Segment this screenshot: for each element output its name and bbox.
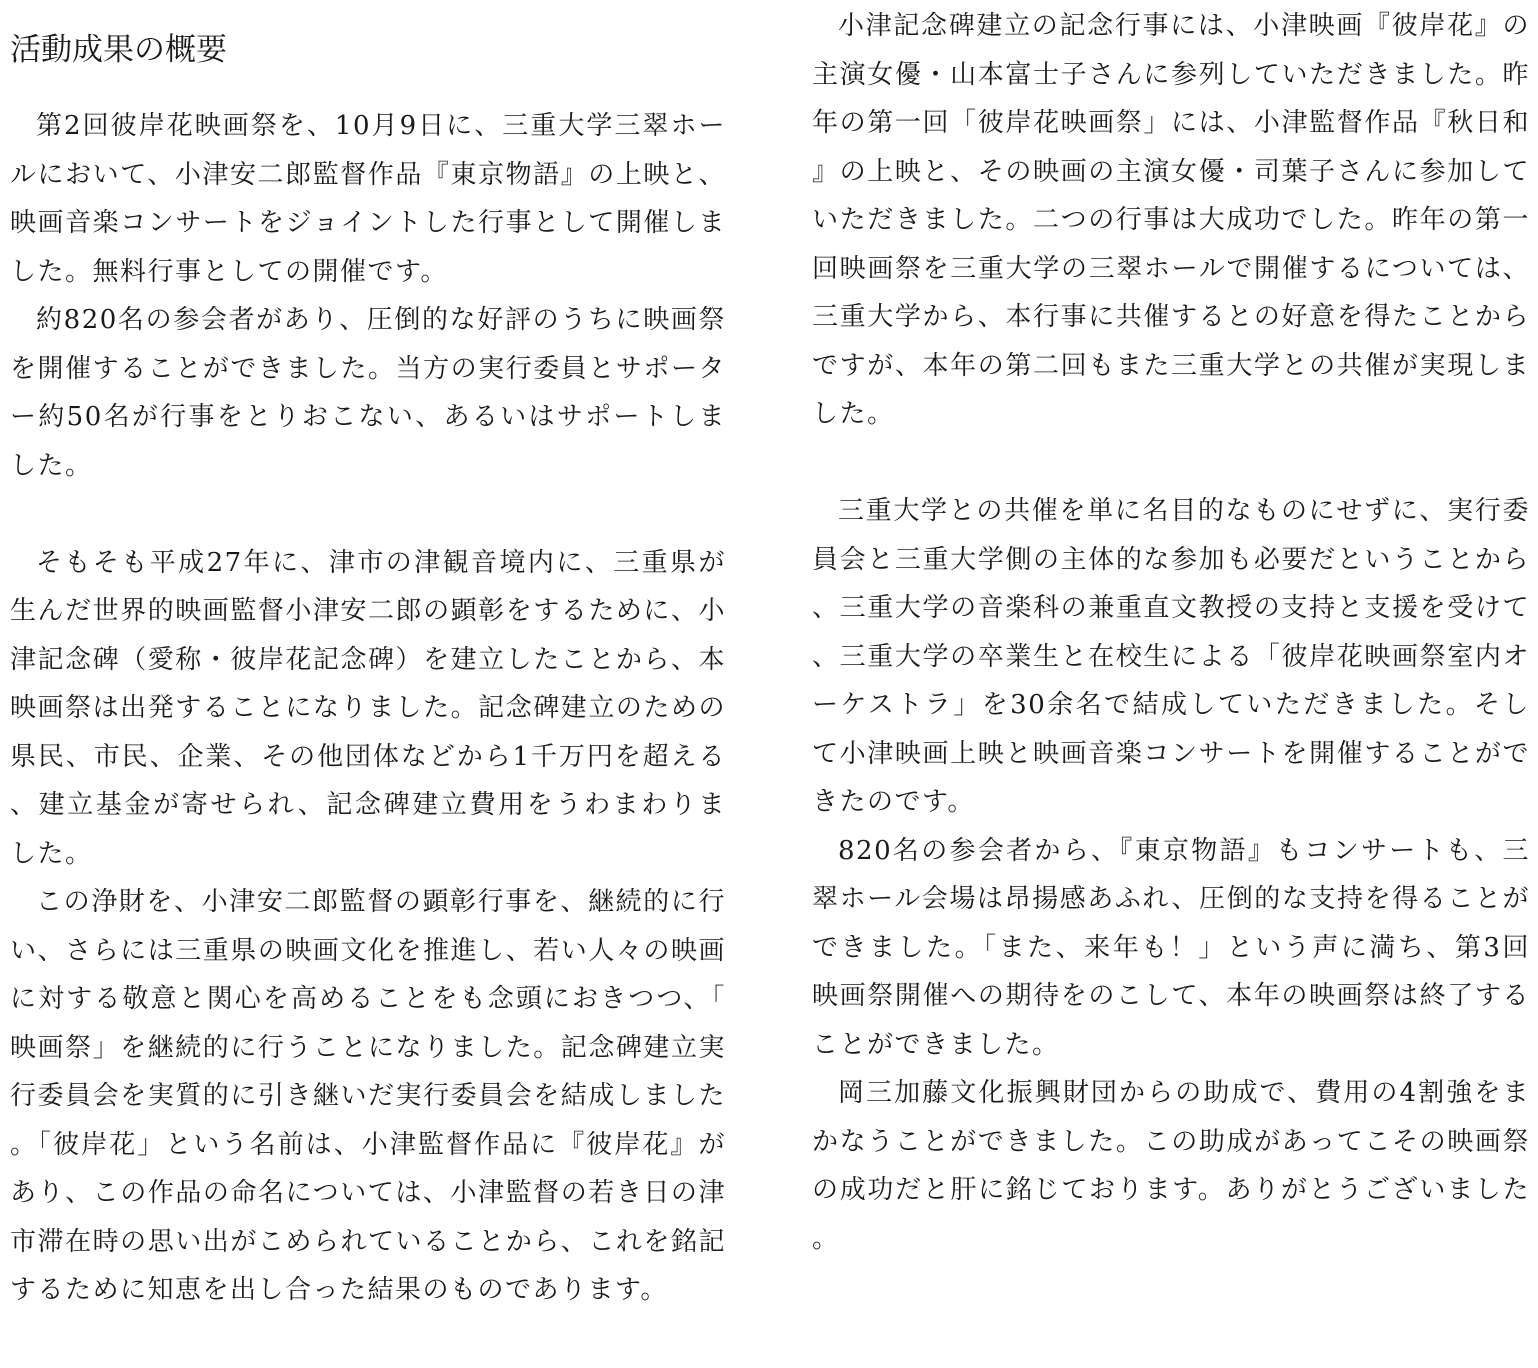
- left-column: [10, 0, 726, 1315]
- paragraph-reception: 820名の参会者から、『東京物語』もコンサートも、三翠ホール会場は昂揚感あふれ、圧倒的な支持を得ることができました。「また、来年も！」という声に満ち、第3回映画祭開催への期待をのこして、本年の映画祭は終了することができました。: [812, 835, 1530, 1060]
- paragraph-attendance: 約820名の参会者があり、圧倒的な好評のうちに映画祭を開催することができました。当方の実行委員とサポーター約50名が行事をとりおこない、あるいはサポートしました。: [10, 305, 726, 481]
- right-column: [812, 0, 1530, 1263]
- paragraph-origin: そもそも平成27年に、津市の津観音境内に、三重県が生んだ世界的映画監督小津安二郎の顕彰をするために、小津記念碑（愛称・彼岸花記念碑）を建立したことから、本映画祭は出発することになりました。記念碑建立のための県民、市民、企業、その他団体などから1千万円を超える、建立基金が寄せられ、記念碑建立費用をうわまわりました。: [10, 547, 726, 869]
- section-heading: 活動成果の概要: [10, 32, 227, 68]
- paragraph-gap: [10, 490, 726, 539]
- paragraph-committee: この浄財を、小津安二郎監督の顕彰行事を、継続的に行い、さらには三重県の映画文化を推進し、若い人々の映画に対する敬意と関心を高めることをも念頭におきつつ、「映画祭」を継続的に行うことになりました。記念碑建立実行委員会を実質的に引き継いだ実行委員会を結成しました。「彼岸花」という名前は、小津監督作品に『彼岸花』があり、この作品の命名については、小津監督の若き日の津市滞在時の思い出がこめられていることから、これを銘記するために知恵を出し合った結果のものであります。: [10, 887, 726, 1305]
- paragraph-commemoration: 小津記念碑建立の記念行事には、小津映画『彼岸花』の主演女優・山本富士子さんに参列していただきました。昨年の第一回「彼岸花映画祭」には、小津監督作品『秋日和』の上映と、その映画の主演女優・司葉子さんに参加していただきました。二つの行事は大成功でした。昨年の第一回映画祭を三重大学の三翠ホールで開催するについては、三重大学から、本行事に共催するとの好意を得たことからですが、本年の第二回もまた三重大学との共催が実現しました。: [812, 11, 1530, 429]
- paragraph-orchestra: 三重大学との共催を単に名目的なものにせずに、実行委員会と三重大学側の主体的な参加も必要だということから、三重大学の音楽科の兼重直文教授の支持と支援を受けて、三重大学の卒業生と在校生による「彼岸花映画祭室内オーケストラ」を30余名で結成していただきました。そして小津映画上映と映画音楽コンサートを開催することができたのです。: [812, 496, 1530, 817]
- paragraph-festival-overview: 第2回彼岸花映画祭を、10月9日に、三重大学三翠ホールにおいて、小津安二郎監督作品『東京物語』の上映と、映画音楽コンサートをジョイントした行事として開催しました。無料行事としての開催です。: [10, 111, 726, 287]
- paragraph-gap: [812, 439, 1530, 488]
- paragraph-sponsorship: 岡三加藤文化振興財団からの助成で、費用の4割強をまかなうことができました。この助成があってこその映画祭の成功だと肝に銘じております。ありがとうございました。: [812, 1078, 1530, 1254]
